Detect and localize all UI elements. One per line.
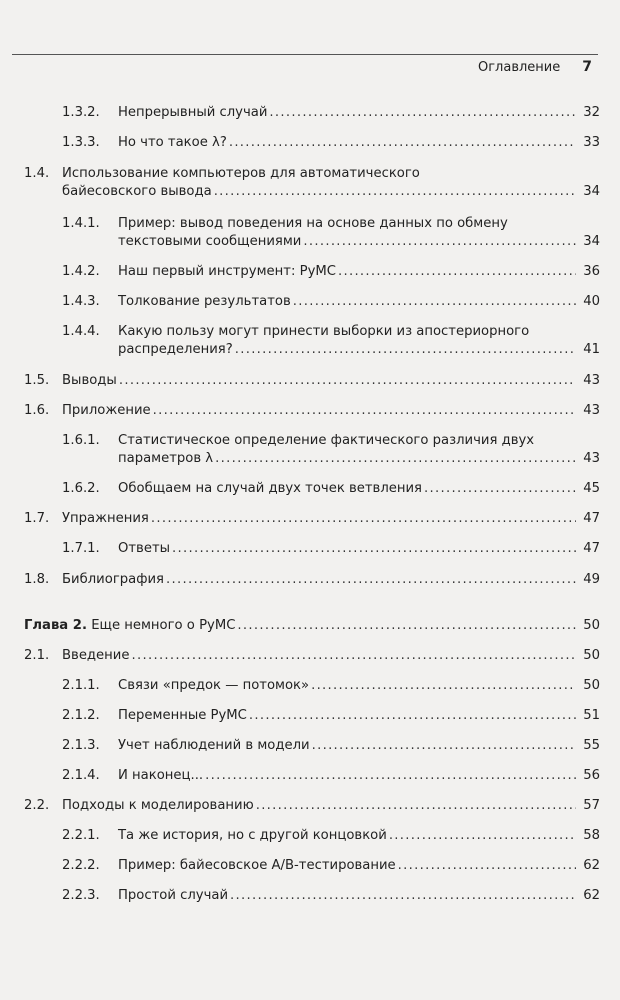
toc-entry-number: 2.1.3.: [62, 738, 100, 753]
toc-entry-number: 2.2.3.: [62, 888, 100, 903]
dot-leader: [311, 677, 576, 695]
dot-leader: [215, 450, 576, 468]
toc-entry-number: 1.6.: [24, 403, 50, 418]
toc-entry-page: 55: [583, 738, 600, 753]
toc-entry-number: 1.4.1.: [62, 216, 100, 231]
toc-entry-number: 1.6.2.: [62, 481, 100, 496]
toc-entry-number: 1.7.: [24, 511, 50, 526]
toc-entry-title: Введение: [62, 648, 130, 663]
dot-leader: [237, 617, 576, 635]
toc-entry-title-line2: байесовского вывода: [62, 184, 212, 199]
toc-entry-title-line1: Какую пользу могут принести выборки из апостериорного: [118, 324, 530, 339]
toc-entry-number: 1.4.: [24, 166, 50, 181]
toc-entry-page: 43: [583, 403, 600, 418]
toc-entry-page: 58: [583, 828, 600, 843]
toc-entry-number: 1.5.: [24, 373, 50, 388]
toc-entry-title: Учет наблюдений в модели: [118, 738, 310, 753]
toc-entry-title-line1: Использование компьютеров для автоматического: [62, 166, 420, 181]
toc-entry-title-line2: текстовыми сообщениями: [118, 234, 302, 249]
toc-entry-number: 1.3.3.: [62, 135, 100, 150]
toc-entry-page: 50: [583, 618, 600, 633]
toc-entry-title: И наконец...: [118, 768, 204, 783]
running-head: [478, 59, 592, 75]
toc-entry-title-line2: параметров λ: [118, 451, 214, 466]
toc-entry-title: Простой случай: [118, 888, 229, 903]
dot-leader: [151, 510, 576, 528]
toc-entry-page: 41: [583, 342, 600, 357]
dot-leader: [205, 767, 576, 785]
dot-leader: [229, 134, 576, 152]
toc-entry-title: Пример: байесовское A/B-тестирование: [118, 858, 396, 873]
toc-entry-page: 34: [583, 234, 600, 249]
toc-entry-title-line2: распределения?: [118, 342, 233, 357]
toc-entry-page: 33: [583, 135, 600, 150]
dot-leader: [398, 857, 576, 875]
dot-leader: [235, 341, 576, 359]
toc-entry-page: 57: [583, 798, 600, 813]
dot-leader: [269, 104, 576, 122]
toc-entry-title: Связи «предок — потомок»: [118, 678, 310, 693]
toc-entry-title: Переменные PyMC: [118, 708, 247, 723]
page-number: 7: [582, 59, 592, 75]
toc-entry-page: 50: [583, 678, 600, 693]
dot-leader: [338, 263, 576, 281]
dot-leader: [214, 183, 576, 201]
dot-leader: [131, 647, 576, 665]
toc-entry-page: 50: [583, 648, 600, 663]
toc-entry-page: 43: [583, 451, 600, 466]
toc-entry-number: 1.7.1.: [62, 541, 100, 556]
toc-entry-title: Выводы: [62, 373, 117, 388]
toc-entry-page: 36: [583, 264, 600, 279]
toc-entry-number: 2.1.1.: [62, 678, 100, 693]
toc-entry-title: Непрерывный случай: [118, 105, 268, 120]
toc-entry-number: 2.1.4.: [62, 768, 100, 783]
toc-entry-number: 2.1.: [24, 648, 50, 663]
dot-leader: [166, 571, 576, 589]
toc-entry-title: Еще немного о PyMC: [91, 618, 236, 633]
toc-entry-title: Но что такое λ?: [118, 135, 227, 150]
dot-leader: [389, 827, 576, 845]
dot-leader: [119, 372, 576, 390]
toc-chapter-label: Глава 2.: [24, 618, 87, 633]
toc-entry-page: 62: [583, 888, 600, 903]
toc-entry-number: 1.4.4.: [62, 324, 100, 339]
header-rule: [12, 54, 598, 55]
toc-entry-title: Приложение: [62, 403, 151, 418]
toc-entry-title: Та же история, но с другой концовкой: [118, 828, 387, 843]
toc-entry-page: 51: [583, 708, 600, 723]
toc-entry-page: 47: [583, 541, 600, 556]
toc-entry-title: Толкование результатов: [118, 294, 291, 309]
toc-entry-title-line1: Пример: вывод поведения на основе данных по обмену: [118, 216, 508, 231]
toc-entry-title: Ответы: [118, 541, 171, 556]
toc-entry-title: Библиография: [62, 572, 164, 587]
dot-leader: [230, 887, 576, 905]
toc-entry-page: 47: [583, 511, 600, 526]
toc-entry-title-line1: Статистическое определение фактического различия двух: [118, 433, 535, 448]
dot-leader: [303, 233, 576, 251]
dot-leader: [249, 707, 576, 725]
toc-entry-number: 1.6.1.: [62, 433, 100, 448]
toc-entry-title: Наш первый инструмент: PyMC: [118, 264, 336, 279]
toc-entry-page: 62: [583, 858, 600, 873]
toc-entry-number: 1.4.3.: [62, 294, 100, 309]
toc-entry-page: 34: [583, 184, 600, 199]
toc-entry-page: 56: [583, 768, 600, 783]
dot-leader: [256, 797, 576, 815]
toc-entry-page: 45: [583, 481, 600, 496]
dot-leader: [153, 402, 576, 420]
toc-entry-number: 2.2.2.: [62, 858, 100, 873]
toc-entry-number: 1.4.2.: [62, 264, 100, 279]
running-head-title: Оглавление: [477, 60, 561, 75]
toc-entry-number: 2.2.1.: [62, 828, 100, 843]
toc-entry-title: Упражнения: [62, 511, 149, 526]
toc-entry-page: 43: [583, 373, 600, 388]
toc-entry-number: 2.1.2.: [62, 708, 100, 723]
dot-leader: [312, 737, 576, 755]
toc-entry-number: 2.2.: [24, 798, 50, 813]
toc-entry-page: 32: [583, 105, 600, 120]
dot-leader: [424, 480, 576, 498]
toc-entry-title: Подходы к моделированию: [62, 798, 254, 813]
dot-leader: [172, 540, 576, 558]
toc-entry-title: Обобщаем на случай двух точек ветвления: [118, 481, 422, 496]
toc-entry-number: 1.8.: [24, 572, 50, 587]
dot-leader: [293, 293, 576, 311]
toc-entry-number: 1.3.2.: [62, 105, 100, 120]
toc-entry-page: 49: [583, 572, 600, 587]
toc-entry-page: 40: [583, 294, 600, 309]
